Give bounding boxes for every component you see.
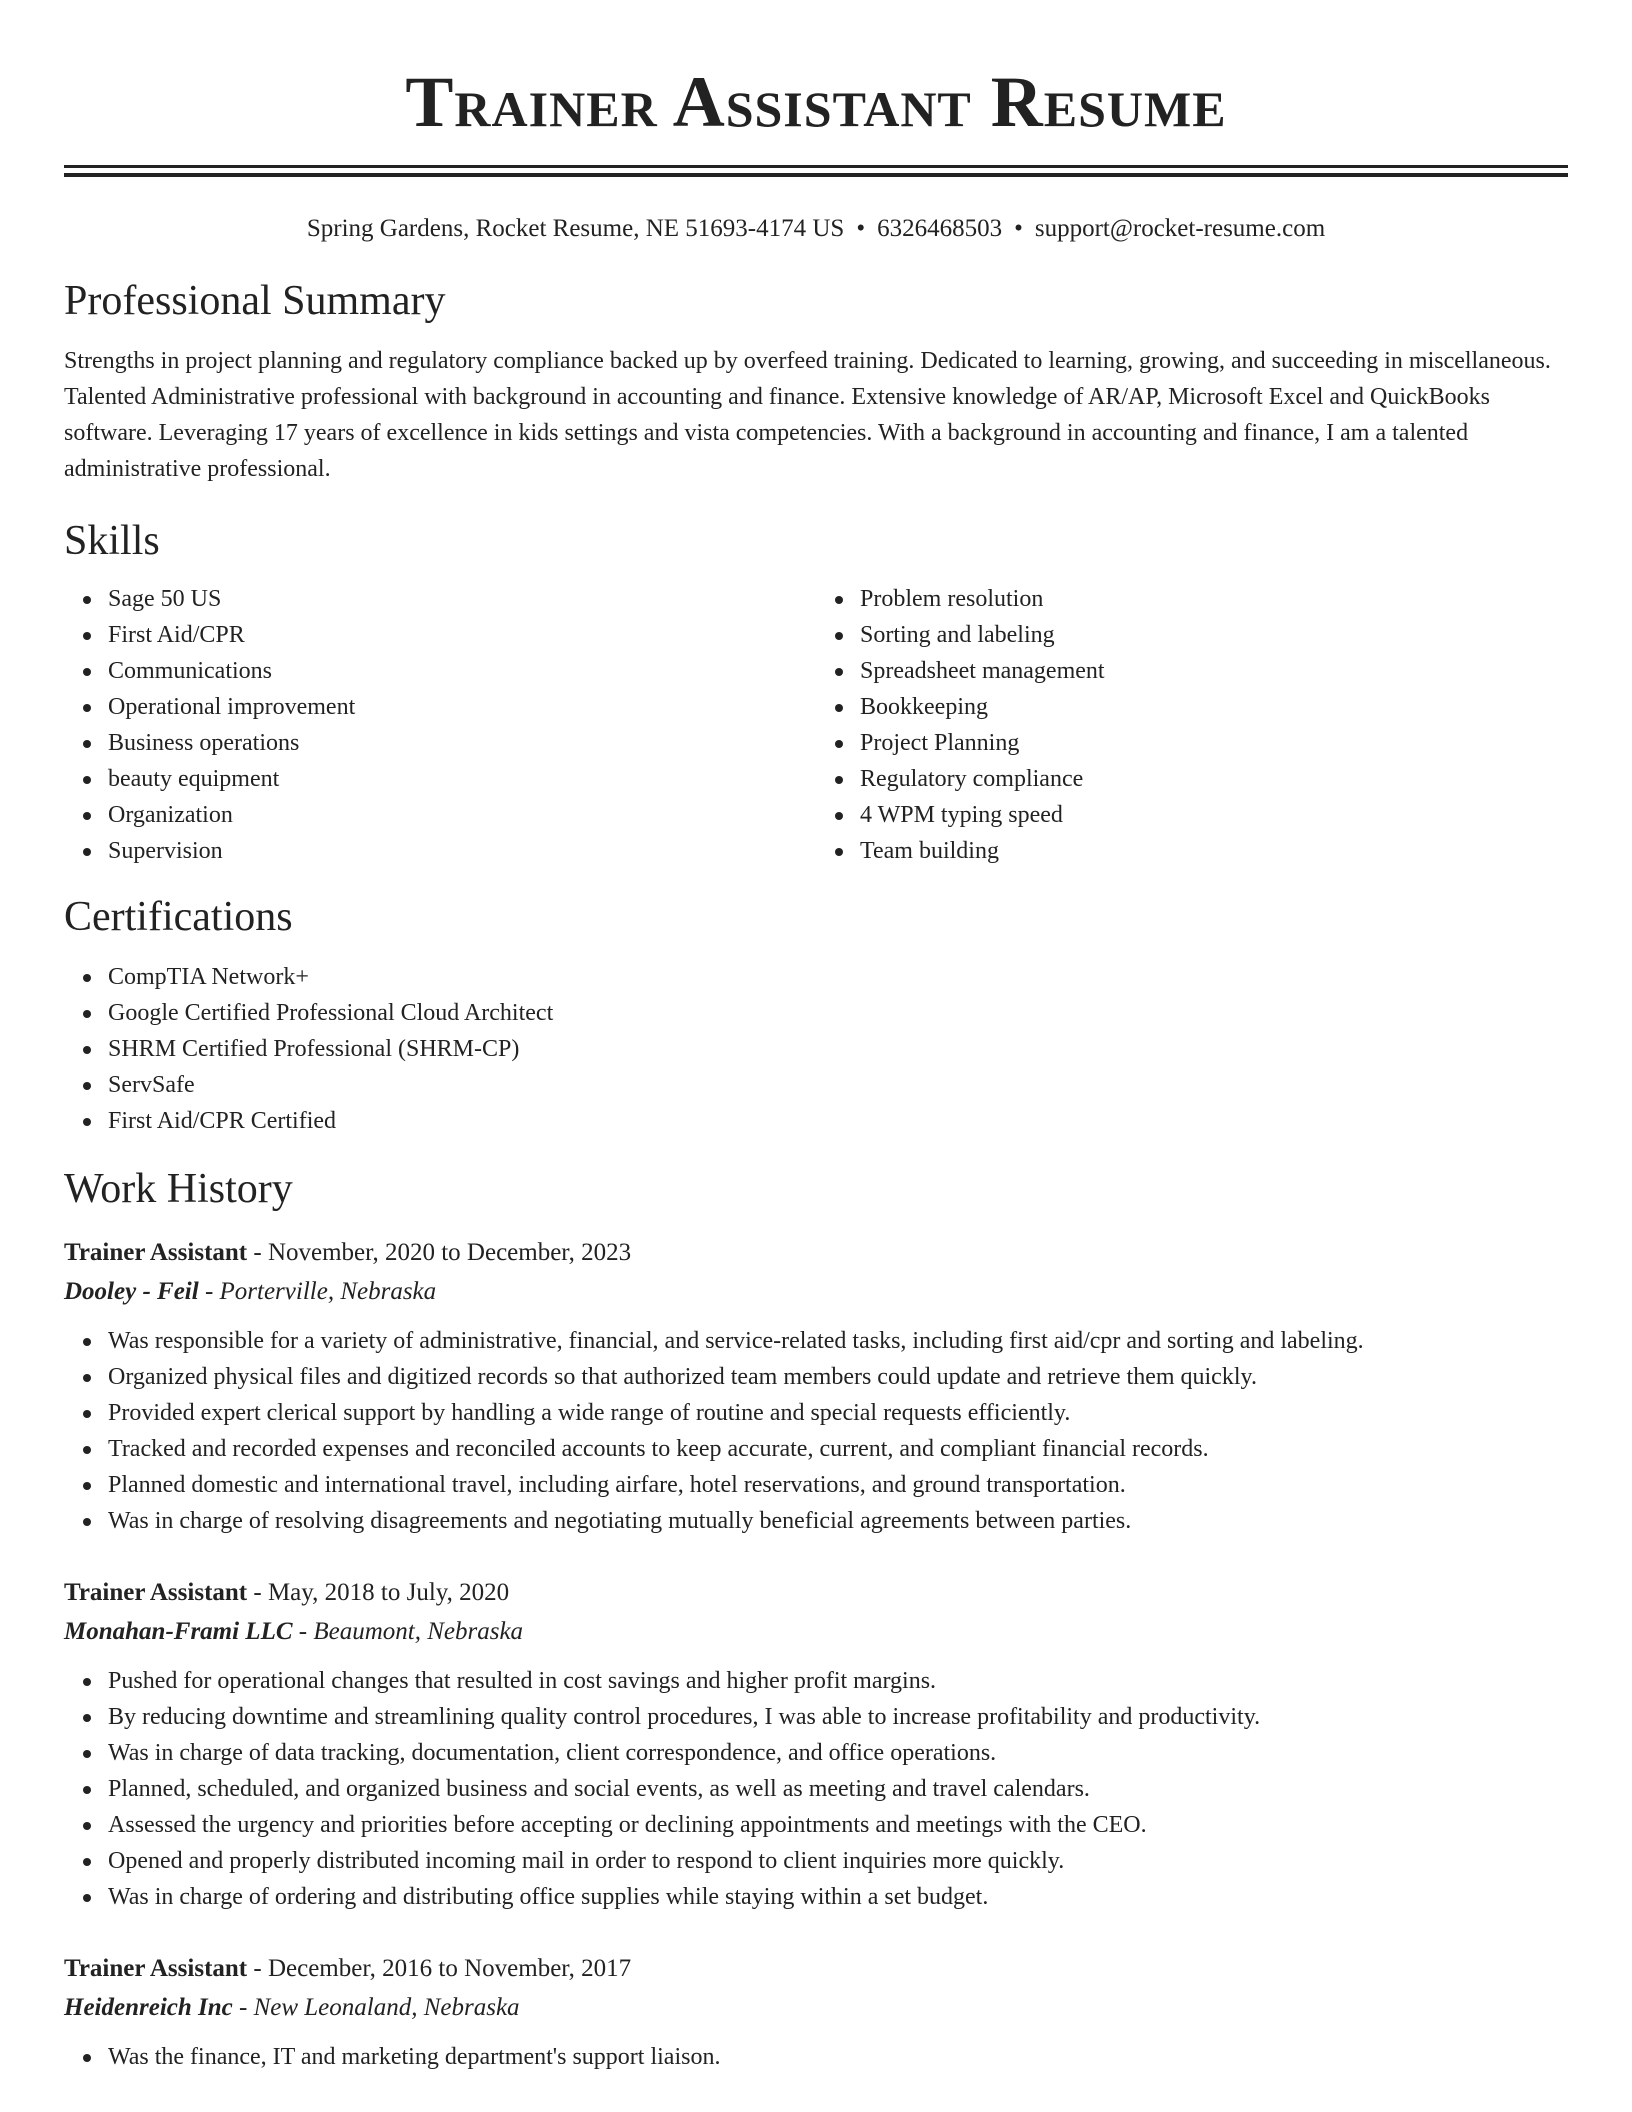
contact-address: Spring Gardens, Rocket Resume, NE 51693-4174 US (306, 215, 845, 242)
skill-item: Sorting and labeling (860, 617, 1568, 653)
job-bullet: Organized physical files and digitized records so that authorized team members could update and retrieve them quickly. (108, 1359, 1568, 1395)
job-bullets (64, 2039, 1568, 2075)
job-location: Porterville, Nebraska (219, 1278, 437, 1305)
skills-heading: Skills (64, 518, 160, 564)
job-entry (64, 1949, 1568, 2075)
work-history-heading: Work History (64, 1166, 293, 1212)
job-bullet: Provided expert clerical support by handling a wide range of routine and special requests efficiently. (108, 1395, 1568, 1431)
job-bullet: Planned, scheduled, and organized business and social events, as well as meeting and travel calendars. (108, 1771, 1568, 1807)
job-entry (64, 1233, 1568, 1539)
job-bullet: By reducing downtime and streamlining quality control procedures, I was able to increase profitability and productivity. (108, 1699, 1568, 1735)
job-header: Trainer Assistant - November, 2020 to December, 2023 (64, 1239, 632, 1266)
skill-item: 4 WPM typing speed (860, 797, 1568, 833)
job-dates: May, 2018 to July, 2020 (267, 1579, 510, 1606)
job-dates: November, 2020 to December, 2023 (267, 1239, 632, 1266)
job-company-line: Heidenreich Inc - New Leonaland, Nebraska (64, 1994, 520, 2021)
skill-item: Organization (108, 797, 816, 833)
job-location: Beaumont, Nebraska (313, 1618, 524, 1645)
job-bullet: Pushed for operational changes that resulted in cost savings and higher profit margins. (108, 1663, 1568, 1699)
title-double-rule (64, 165, 1568, 177)
certification-item: CompTIA Network+ (108, 959, 1568, 995)
certification-item: ServSafe (108, 1067, 1568, 1103)
resume-title: Trainer Assistant Resume (405, 62, 1227, 142)
contact-separator: • (1014, 215, 1023, 242)
job-bullet: Was in charge of resolving disagreements and negotiating mutually beneficial agreements between parties. (108, 1503, 1568, 1539)
certifications-list (64, 959, 1568, 1139)
certification-item: First Aid/CPR Certified (108, 1103, 1568, 1139)
job-bullet: Opened and properly distributed incoming mail in order to respond to client inquiries more quickly. (108, 1843, 1568, 1879)
resume-page (64, 0, 1568, 2075)
job-bullet: Was responsible for a variety of administrative, financial, and service-related tasks, including first aid/cpr and sorting and labeling. (108, 1323, 1568, 1359)
job-title: Trainer Assistant (64, 1239, 248, 1266)
skill-item: Sage 50 US (108, 581, 816, 617)
skill-item: Regulatory compliance (860, 761, 1568, 797)
skill-item: Spreadsheet management (860, 653, 1568, 689)
certification-item: Google Certified Professional Cloud Architect (108, 995, 1568, 1031)
job-bullet: Tracked and recorded expenses and reconciled accounts to keep accurate, current, and compliant financial records. (108, 1431, 1568, 1467)
skill-item: Supervision (108, 833, 816, 869)
job-bullet: Planned domestic and international travel, including airfare, hotel reservations, and ground transportation. (108, 1467, 1568, 1503)
skill-item: Communications (108, 653, 816, 689)
job-location: New Leonaland, Nebraska (253, 1994, 520, 2021)
job-header: Trainer Assistant - December, 2016 to November, 2017 (64, 1955, 632, 1982)
contact-phone: 6326468503 (877, 215, 1003, 242)
skill-item: Team building (860, 833, 1568, 869)
job-bullet: Was in charge of ordering and distributing office supplies while staying within a set budget. (108, 1879, 1568, 1915)
skill-item: Operational improvement (108, 689, 816, 725)
job-bullets (64, 1323, 1568, 1539)
summary-text: Strengths in project planning and regulatory compliance backed up by overfeed training. Dedicated to learning, growing, and succeeding in miscellaneous. Talented Administrative professional with background in accounting and finance. Extensive knowledge of AR/AP, Microsoft Excel and QuickBooks software. Leveraging 17 years of excellence in kids settings and vista competencies. With a background in accounting and finance, I am a talented administrative professional. (64, 348, 1551, 482)
summary-heading: Professional Summary (64, 278, 446, 324)
job-title: Trainer Assistant (64, 1955, 248, 1982)
job-bullet: Was the finance, IT and marketing department's support liaison. (108, 2039, 1568, 2075)
job-header: Trainer Assistant - May, 2018 to July, 2020 (64, 1579, 510, 1606)
job-company: Monahan-Frami LLC (64, 1618, 293, 1645)
skills-list-left (64, 581, 816, 869)
job-entry (64, 1573, 1568, 1915)
job-bullets (64, 1663, 1568, 1915)
job-dates: December, 2016 to November, 2017 (267, 1955, 632, 1982)
job-bullet: Was in charge of data tracking, documentation, client correspondence, and office operations. (108, 1735, 1568, 1771)
certifications-heading: Certifications (64, 894, 293, 940)
job-bullet: Assessed the urgency and priorities before accepting or declining appointments and meetings with the CEO. (108, 1807, 1568, 1843)
skills-list-right (816, 581, 1568, 869)
skills-columns (64, 581, 1568, 869)
certification-item: SHRM Certified Professional (SHRM-CP) (108, 1031, 1568, 1067)
skill-item: Problem resolution (860, 581, 1568, 617)
skill-item: Bookkeeping (860, 689, 1568, 725)
job-title: Trainer Assistant (64, 1579, 248, 1606)
skill-item: Project Planning (860, 725, 1568, 761)
skill-item: beauty equipment (108, 761, 816, 797)
skill-item: First Aid/CPR (108, 617, 816, 653)
job-company-line: Dooley - Feil - Porterville, Nebraska (64, 1278, 437, 1305)
job-company: Dooley - Feil (64, 1278, 199, 1305)
contact-separator: • (856, 215, 866, 242)
skill-item: Business operations (108, 725, 816, 761)
job-company-line: Monahan-Frami LLC - Beaumont, Nebraska (64, 1618, 524, 1645)
contact-email: support@rocket-resume.com (1034, 215, 1326, 242)
contact-line (64, 213, 1568, 245)
job-company: Heidenreich Inc (64, 1994, 233, 2021)
